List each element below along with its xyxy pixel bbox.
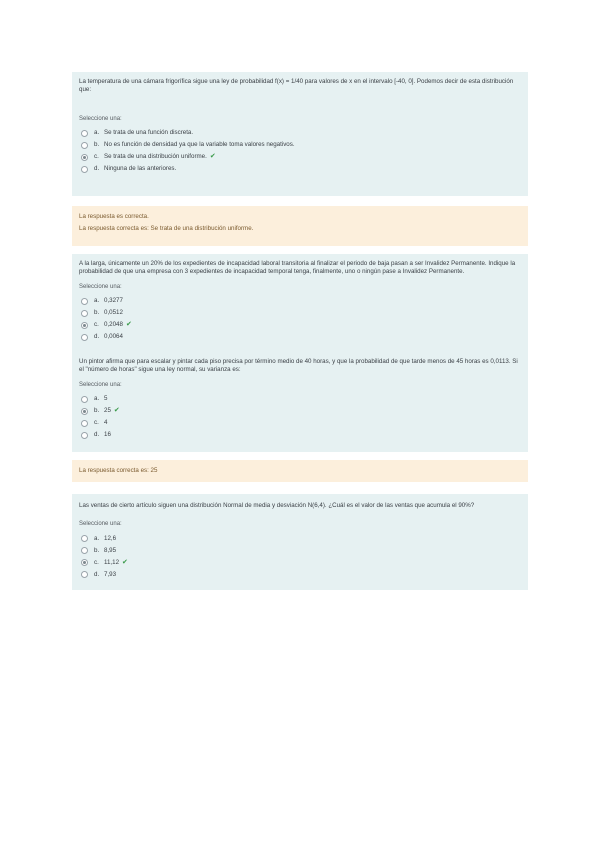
options-list <box>79 393 521 441</box>
question-text: Las ventas de cierto artículo siguen una distribución Normal de media y desviación N(6,4). ¿Cuál es el valor de las ventas que acumula el 90%? <box>79 502 475 509</box>
select-label: Seleccione una: <box>79 115 122 122</box>
option-a[interactable]: a. 0,3277 <box>79 295 521 307</box>
options-list <box>79 127 521 175</box>
select-label: Seleccione una: <box>79 521 122 528</box>
option-b[interactable]: b. No es función de densidad ya que la variable toma valores negativos. <box>79 139 521 151</box>
check-icon: ✔ <box>125 321 132 329</box>
radio-selected-icon[interactable] <box>81 408 88 415</box>
option-b[interactable]: b. 0,0512 <box>79 307 521 319</box>
check-icon: ✔ <box>113 407 120 415</box>
radio-icon[interactable] <box>81 420 88 427</box>
feedback-status: La respuesta es correcta. <box>79 213 149 220</box>
feedback-3 <box>72 460 528 482</box>
radio-selected-icon[interactable] <box>81 322 88 329</box>
radio-icon[interactable] <box>81 535 88 542</box>
option-c[interactable]: c. Se trata de una distribución uniforme. ✔ <box>79 151 521 163</box>
check-icon: ✔ <box>209 153 216 161</box>
option-a[interactable]: a. 5 <box>79 393 521 405</box>
question-text: Un pintor afirma que para escalar y pintar cada piso precisa por término medio de 40 horas, y que la probabilidad de que tarde menos de 45 horas es 0,0113. Si el "número de horas" sigue una ley normal, su varianza es: <box>79 358 518 374</box>
option-a[interactable]: a. Se trata de una función discreta. <box>79 127 521 139</box>
radio-icon[interactable] <box>81 432 88 439</box>
options-list <box>79 533 521 581</box>
option-c[interactable]: c. 4 <box>79 417 521 429</box>
radio-selected-icon[interactable] <box>81 154 88 161</box>
option-d[interactable]: d. 7,93 <box>79 569 521 581</box>
feedback-correct-answer: La respuesta correcta es: 25 <box>79 467 158 474</box>
option-b[interactable]: b. 25 ✔ <box>79 405 521 417</box>
question-4 <box>72 494 528 590</box>
question-text: La temperatura de una cámara frigorífica sigue una ley de probabilidad f(x) = 1/40 para valores de x en el intervalo [-40, 0]. Podemos decir de esta distribución que: <box>79 78 514 94</box>
option-d[interactable]: d. Ninguna de las anteriores. <box>79 163 521 175</box>
question-3 <box>72 352 528 452</box>
feedback-correct-answer: La respuesta correcta es: Se trata de una distribución uniforme. <box>79 225 254 233</box>
radio-icon[interactable] <box>81 298 88 305</box>
select-label: Seleccione una: <box>79 283 122 290</box>
option-c[interactable]: c. 0,2048 ✔ <box>79 319 521 331</box>
option-a[interactable]: a. 12,6 <box>79 533 521 545</box>
radio-icon[interactable] <box>81 142 88 149</box>
question-text: A la larga, únicamente un 20% de los expedientes de incapacidad laboral transitoria al finalizar el periodo de baja pasan a ser Invalidez Permanente. Indique la probabilidad de que una empresa con 3 expedientes de incapacidad temporal tenga, finalmente, uno o ningún pase a Invalidez Permanente. <box>79 260 516 276</box>
option-b[interactable]: b. 8,95 <box>79 545 521 557</box>
options-list <box>79 295 521 343</box>
radio-icon[interactable] <box>81 547 88 554</box>
select-label: Seleccione una: <box>79 381 122 388</box>
option-c[interactable]: c. 11,12 ✔ <box>79 557 521 569</box>
radio-icon[interactable] <box>81 166 88 173</box>
option-d[interactable]: d. 16 <box>79 429 521 441</box>
question-1 <box>72 72 528 196</box>
check-icon: ✔ <box>122 558 128 566</box>
radio-selected-icon[interactable] <box>81 559 88 566</box>
option-d[interactable]: d. 0,0064 <box>79 331 521 343</box>
radio-icon[interactable] <box>81 571 88 578</box>
radio-icon[interactable] <box>81 310 88 317</box>
feedback-1 <box>72 206 528 246</box>
radio-icon[interactable] <box>81 130 88 137</box>
radio-icon[interactable] <box>81 334 88 341</box>
radio-icon[interactable] <box>81 396 88 403</box>
question-2 <box>72 254 528 352</box>
